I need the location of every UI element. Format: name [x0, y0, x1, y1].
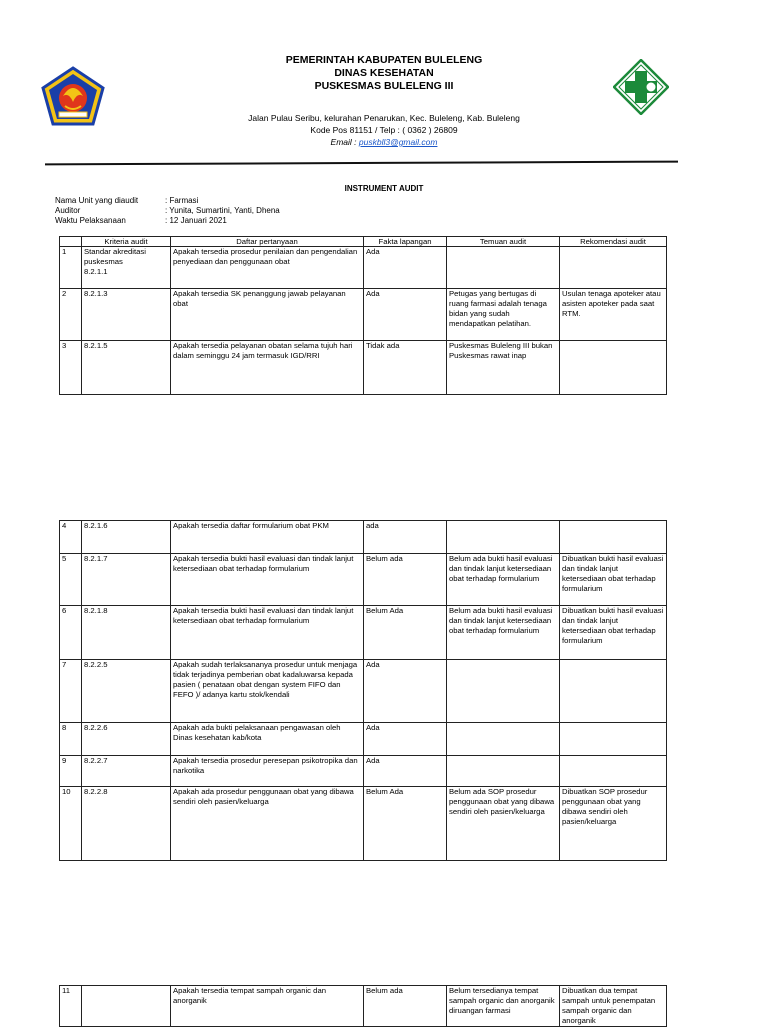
cell-pertanyaan: Apakah tersedia bukti hasil evaluasi dan tindak lanjut ketersediaan obat terhadap formularium — [171, 554, 364, 606]
table-row — [60, 289, 667, 341]
letterhead-government: PEMERINTAH KABUPATEN BULELENG — [285, 54, 483, 66]
cell-pertanyaan: Apakah tersedia prosedur penilaian dan pengendalian penyediaan dan penggunaan obat — [171, 247, 364, 289]
table-row — [60, 723, 667, 756]
cell-pertanyaan: Apakah tersedia pelayanan obatan selama tujuh hari dalam seminggu 24 jam termasuk IGD/RRI — [171, 341, 364, 395]
cell-temuan: Belum ada bukti hasil evaluasi dan tindak lanjut ketersediaan obat terhadap formularium — [447, 606, 560, 660]
letterhead-puskesmas: PUSKESMAS BULELENG III — [314, 80, 454, 92]
cell-fakta: Belum Ada — [364, 787, 447, 861]
cell-fakta: Ada — [364, 723, 447, 756]
cell-kriteria: 8.2.2.8 — [82, 787, 171, 861]
cell-temuan — [447, 756, 560, 787]
cell-pertanyaan: Apakah ada prosedur penggunaan obat yang dibawa sendiri oleh pasien/keluarga — [171, 787, 364, 861]
cell-fakta: Belum ada — [364, 986, 447, 1027]
cell-kriteria: 8.2.1.6 — [82, 521, 171, 554]
cell-temuan: Puskesmas Buleleng III bukan Puskesmas rawat inap — [447, 341, 560, 395]
cell-pertanyaan: Apakah tersedia daftar formularium obat PKM — [171, 521, 364, 554]
cell-no: 5 — [60, 554, 82, 606]
cell-rekomendasi — [560, 247, 667, 289]
cell-rekomendasi — [560, 723, 667, 756]
letterhead-address: Jalan Pulau Seribu, kelurahan Penarukan, Kec. Buleleng, Kab. Buleleng — [248, 113, 520, 123]
email-label: Email : — [330, 137, 359, 147]
email-link[interactable]: puskbll3@gmail.com — [358, 137, 438, 147]
meta-value: : Yunita, Sumartini, Yanti, Dhena — [165, 206, 280, 215]
audit-table-part-1 — [59, 236, 667, 395]
cell-rekomendasi — [560, 521, 667, 554]
cell-pertanyaan: Apakah tersedia bukti hasil evaluasi dan tindak lanjut ketersediaan obat terhadap formularium — [171, 606, 364, 660]
header-cell-temuan: Temuan audit — [447, 237, 560, 247]
cell-rekomendasi: Dibuatkan dua tempat sampah untuk penempatan sampah organic dan anorganik — [560, 986, 667, 1027]
meta-row — [55, 206, 280, 216]
header-cell-kriteria: Kriteria audit — [82, 237, 171, 247]
cell-fakta: Ada — [364, 289, 447, 341]
cell-no: 6 — [60, 606, 82, 660]
table-row — [60, 341, 667, 395]
cell-no: 4 — [60, 521, 82, 554]
table-row — [60, 660, 667, 723]
meta-key: Waktu Pelaksanaan — [55, 216, 126, 225]
cell-rekomendasi — [560, 756, 667, 787]
cell-pertanyaan: Apakah tersedia SK penanggung jawab pelayanan obat — [171, 289, 364, 341]
document-title: INSTRUMENT AUDIT — [344, 184, 424, 193]
cell-kriteria: 8.2.1.5 — [82, 341, 171, 395]
cell-rekomendasi — [560, 660, 667, 723]
cell-fakta: Ada — [364, 247, 447, 289]
cell-kriteria — [82, 986, 171, 1027]
cell-fakta: Ada — [364, 756, 447, 787]
audit-meta — [55, 196, 280, 226]
table-row — [60, 606, 667, 660]
meta-key: Auditor — [55, 206, 81, 215]
table-header-row — [60, 237, 667, 247]
cell-no: 10 — [60, 787, 82, 861]
header-cell-pertanyaan: Daftar pertanyaan — [171, 237, 364, 247]
cell-temuan — [447, 521, 560, 554]
meta-row — [55, 216, 280, 226]
cell-kriteria: 8.2.1.3 — [82, 289, 171, 341]
table-row — [60, 787, 667, 861]
cell-rekomendasi — [560, 341, 667, 395]
cell-kriteria: 8.2.1.7 — [82, 554, 171, 606]
cell-rekomendasi: Usulan tenaga apoteker atau asisten apoteker pada saat RTM. — [560, 289, 667, 341]
cell-temuan: Belum ada bukti hasil evaluasi dan tindak lanjut ketersediaan obat terhadap formularium — [447, 554, 560, 606]
cell-temuan — [447, 723, 560, 756]
header-cell-no — [60, 237, 82, 247]
cell-rekomendasi: Dibuatkan SOP prosedur penggunaan obat yang dibawa sendiri oleh pasien/keluarga — [560, 787, 667, 861]
letterhead-email-line — [0, 136, 768, 148]
cell-pertanyaan: Apakah ada bukti pelaksanaan pengawasan oleh Dinas kesehatan kab/kota — [171, 723, 364, 756]
cell-fakta: Belum ada — [364, 554, 447, 606]
meta-value: : 12 Januari 2021 — [165, 216, 227, 225]
cell-pertanyaan: Apakah sudah terlaksananya prosedur untuk menjaga tidak terjadinya pemberian obat kadaluwarsa kepada pasien ( penataan obat dengan system FIFO dan FEFO )/ adanya kartu stok/kendali — [171, 660, 364, 723]
cell-pertanyaan: Apakah tersedia tempat sampah organic dan anorganik — [171, 986, 364, 1027]
cell-temuan — [447, 247, 560, 289]
cell-temuan: Belum ada SOP prosedur penggunaan obat yang dibawa sendiri oleh pasien/keluarga — [447, 787, 560, 861]
meta-row — [55, 196, 280, 206]
cell-kriteria: 8.2.2.5 — [82, 660, 171, 723]
meta-key: Nama Unit yang diaudit — [55, 196, 139, 205]
table-row — [60, 247, 667, 289]
audit-table-part-3 — [59, 985, 667, 1027]
cell-no: 9 — [60, 756, 82, 787]
cell-kriteria: Standar akreditasi puskesmas 8.2.1.1 — [82, 247, 171, 289]
cell-temuan — [447, 660, 560, 723]
cell-rekomendasi: Dibuatkan bukti hasil evaluasi dan tindak lanjut ketersediaan obat terhadap formularium — [560, 554, 667, 606]
cell-kriteria: 8.2.2.6 — [82, 723, 171, 756]
table-row — [60, 521, 667, 554]
cell-no: 8 — [60, 723, 82, 756]
header-cell-fakta: Fakta lapangan — [364, 237, 447, 247]
cell-kriteria: 8.2.1.8 — [82, 606, 171, 660]
letterhead-agency: DINAS KESEHATAN — [334, 67, 434, 79]
cell-no: 7 — [60, 660, 82, 723]
header-cell-rekomendasi: Rekomendasi audit — [560, 237, 667, 247]
table-row — [60, 554, 667, 606]
cell-fakta: Belum Ada — [364, 606, 447, 660]
cell-rekomendasi: Dibuatkan bukti hasil evaluasi dan tindak lanjut ketersediaan obat terhadap formularium — [560, 606, 667, 660]
cell-fakta: Ada — [364, 660, 447, 723]
letterhead-divider — [45, 161, 678, 166]
audit-table-part-2 — [59, 520, 667, 861]
cell-no: 1 — [60, 247, 82, 289]
cell-fakta: ada — [364, 521, 447, 554]
cell-fakta: Tidak ada — [364, 341, 447, 395]
cell-pertanyaan: Apakah tersedia prosedur peresepan psikotropika dan narkotika — [171, 756, 364, 787]
cell-no: 2 — [60, 289, 82, 341]
meta-value: : Farmasi — [165, 196, 199, 205]
cell-temuan: Belum tersedianya tempat sampah organic dan anorganik diruangan farmasi — [447, 986, 560, 1027]
cell-temuan: Petugas yang bertugas di ruang farmasi adalah tenaga bidan yang sudah mendapatkan pelatihan. — [447, 289, 560, 341]
letterhead-postal: Kode Pos 81151 / Telp : ( 0362 ) 26809 — [310, 125, 458, 135]
cell-kriteria: 8.2.2.7 — [82, 756, 171, 787]
cell-no: 3 — [60, 341, 82, 395]
table-row — [60, 756, 667, 787]
table-row — [60, 986, 667, 1027]
cell-no: 11 — [60, 986, 82, 1027]
